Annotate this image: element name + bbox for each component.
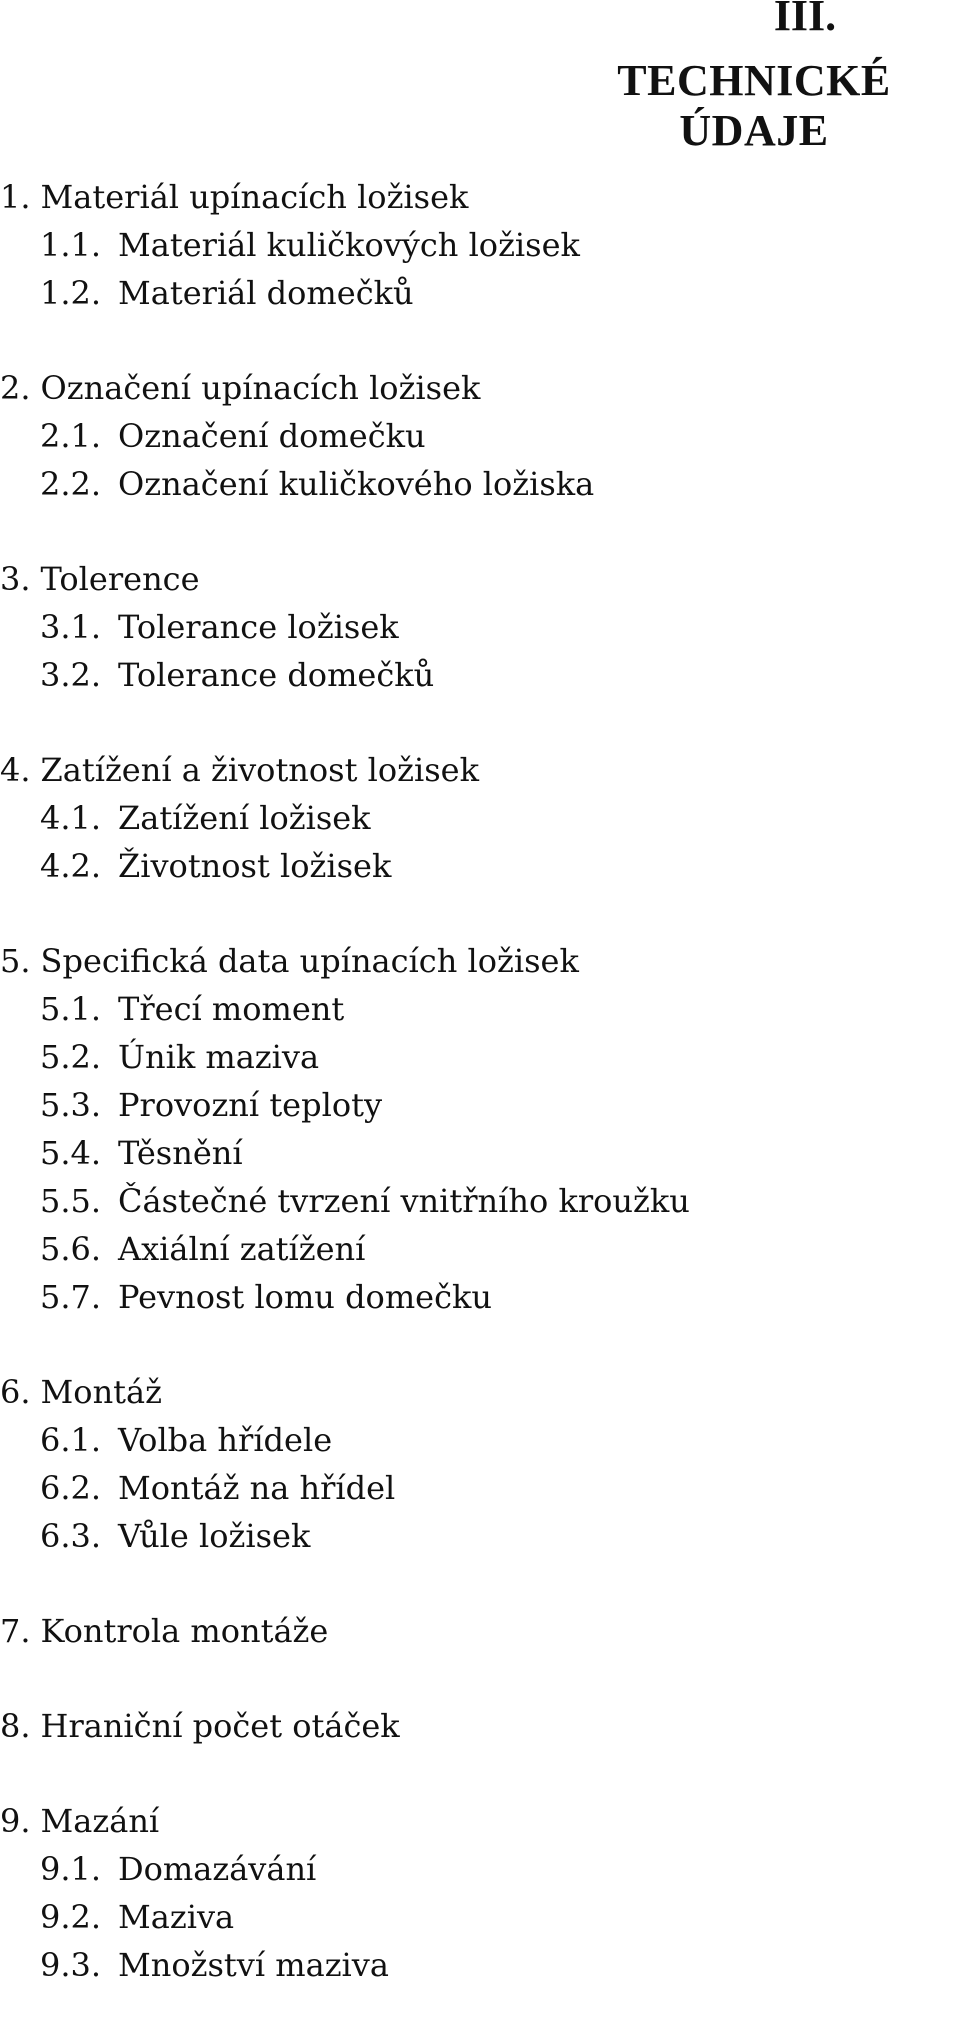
toc-subsection-number: 9.2. [40, 1898, 102, 1936]
chapter-header [520, 0, 960, 156]
toc-subsection [0, 1893, 690, 1941]
toc-subsection-number: 5.6. [40, 1230, 102, 1268]
toc-subsection [0, 1225, 690, 1273]
toc-subsection [0, 1464, 690, 1512]
toc-section-title: Hraniční počet otáček [40, 1707, 400, 1745]
toc-subsection-title: Tolerance domečků [118, 656, 435, 694]
toc-subsection-title: Životnost ložisek [118, 847, 392, 885]
toc-subsection-title: Těsnění [118, 1134, 243, 1172]
toc-section-number: 8. [0, 1707, 31, 1745]
toc-section-heading [0, 1368, 690, 1416]
toc-subsection [0, 794, 690, 842]
toc-section [0, 1797, 690, 1989]
toc-subsection [0, 651, 690, 699]
toc-subsection-title: Maziva [118, 1898, 235, 1936]
toc-section [0, 1702, 690, 1750]
toc-section [0, 364, 690, 508]
toc-subsection-number: 5.1. [40, 990, 102, 1028]
toc-subsection [0, 1416, 690, 1464]
toc-subsection [0, 603, 690, 651]
toc-section [0, 1368, 690, 1560]
toc-section-title: Montáž [40, 1373, 162, 1411]
chapter-title: TECHNICKÉ ÚDAJE [617, 56, 891, 155]
toc-subsection [0, 1941, 690, 1989]
toc-subsection-title: Provozní teploty [118, 1086, 383, 1124]
toc-section [0, 1607, 690, 1655]
toc-section-number: 9. [0, 1802, 31, 1840]
toc-subsection-number: 6.3. [40, 1517, 102, 1555]
toc-subsection [0, 1081, 690, 1129]
toc-section [0, 937, 690, 1321]
toc-subsection [0, 985, 690, 1033]
toc-section-number: 6. [0, 1373, 31, 1411]
toc-section-title: Kontrola montáže [40, 1612, 329, 1650]
toc-section-heading [0, 937, 690, 985]
table-of-contents [0, 173, 690, 2036]
toc-subsection-number: 3.1. [40, 608, 102, 646]
toc-section-heading [0, 1702, 690, 1750]
toc-subsection-title: Množství maziva [118, 1946, 389, 1984]
toc-subsection-number: 4.1. [40, 799, 102, 837]
toc-subsection [0, 221, 690, 269]
toc-section-heading [0, 1797, 690, 1845]
toc-subsection-number: 1.2. [40, 274, 102, 312]
toc-subsection [0, 1512, 690, 1560]
toc-subsection-title: Volba hřídele [118, 1421, 333, 1459]
toc-subsection [0, 1273, 690, 1321]
toc-section-title: Mazání [40, 1802, 160, 1840]
chapter-number: III. [773, 0, 837, 40]
toc-subsection-number: 5.7. [40, 1278, 102, 1316]
toc-section-heading [0, 364, 690, 412]
toc-section-title: Označení upínacích ložisek [40, 369, 481, 407]
toc-section-title: Specifická data upínacích ložisek [40, 942, 579, 980]
toc-section-number: 2. [0, 369, 31, 407]
toc-section-heading [0, 1607, 690, 1655]
toc-subsection [0, 1177, 690, 1225]
toc-section-heading [0, 173, 690, 221]
toc-subsection-title: Označení domečku [118, 417, 426, 455]
toc-subsection-number: 2.1. [40, 417, 102, 455]
toc-subsection [0, 1129, 690, 1177]
toc-section [0, 746, 690, 890]
toc-subsection-title: Materiál kuličkových ložisek [118, 226, 580, 264]
toc-subsection-number: 5.4. [40, 1134, 102, 1172]
toc-section-number: 5. [0, 942, 31, 980]
toc-section-title: Materiál upínacích ložisek [40, 178, 469, 216]
toc-section [0, 555, 690, 699]
toc-subsection-number: 6.1. [40, 1421, 102, 1459]
toc-subsection [0, 460, 690, 508]
toc-subsection [0, 269, 690, 317]
toc-subsection [0, 1845, 690, 1893]
toc-subsection-number: 5.2. [40, 1038, 102, 1076]
toc-subsection-title: Částečné tvrzení vnitřního kroužku [118, 1182, 690, 1220]
toc-subsection-number: 4.2. [40, 847, 102, 885]
toc-subsection [0, 1033, 690, 1081]
toc-subsection-title: Třecí moment [118, 990, 345, 1028]
toc-subsection-number: 3.2. [40, 656, 102, 694]
toc-section-number: 3. [0, 560, 31, 598]
toc-subsection-number: 9.1. [40, 1850, 102, 1888]
toc-section [0, 173, 690, 317]
toc-subsection-number: 6.2. [40, 1469, 102, 1507]
toc-subsection-title: Únik maziva [118, 1038, 320, 1076]
toc-subsection-title: Označení kuličkového ložiska [118, 465, 595, 503]
toc-subsection-number: 1.1. [40, 226, 102, 264]
toc-subsection-title: Montáž na hřídel [118, 1469, 396, 1507]
toc-subsection-number: 9.3. [40, 1946, 102, 1984]
toc-subsection-number: 5.3. [40, 1086, 102, 1124]
toc-section-heading [0, 746, 690, 794]
toc-section-number: 1. [0, 178, 31, 216]
toc-subsection-title: Pevnost lomu domečku [118, 1278, 493, 1316]
toc-section-number: 4. [0, 751, 31, 789]
toc-subsection-title: Tolerance ložisek [118, 608, 399, 646]
toc-subsection [0, 412, 690, 460]
toc-subsection-number: 5.5. [40, 1182, 102, 1220]
toc-subsection-number: 2.2. [40, 465, 102, 503]
toc-subsection-title: Vůle ložisek [118, 1517, 311, 1555]
toc-section-number: 7. [0, 1612, 31, 1650]
toc-subsection-title: Zatížení ložisek [118, 799, 371, 837]
toc-section-heading [0, 555, 690, 603]
toc-section-title: Zatížení a životnost ložisek [40, 751, 479, 789]
toc-subsection [0, 842, 690, 890]
toc-subsection-title: Materiál domečků [118, 274, 414, 312]
toc-subsection-title: Domazávání [118, 1850, 317, 1888]
toc-section-title: Tolerence [40, 560, 200, 598]
toc-subsection-title: Axiální zatížení [118, 1230, 366, 1268]
